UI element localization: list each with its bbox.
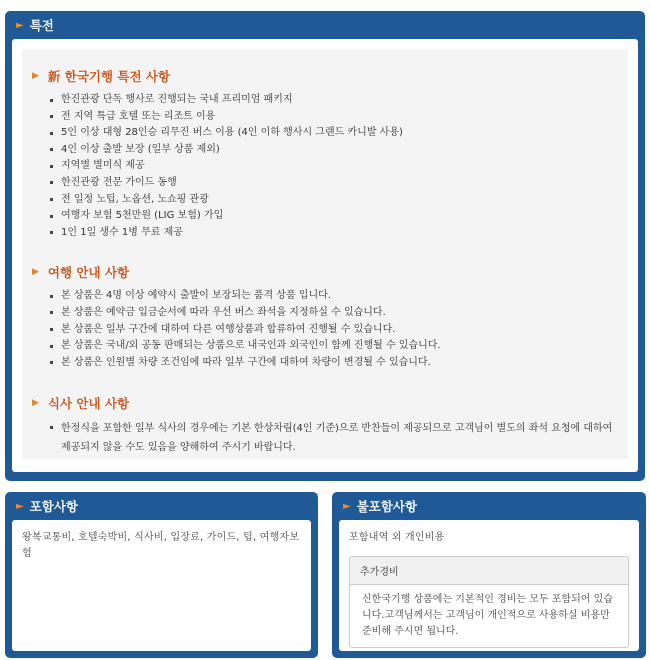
benefits-content xyxy=(22,49,628,459)
meal-info-section xyxy=(32,394,628,457)
list-item: 한진관광 단독 행사로 진행되는 국내 프리미엄 패키지 xyxy=(50,92,628,109)
list-item: 한진관광 전문 가이드 동행 xyxy=(50,175,628,192)
travel-info-section xyxy=(32,263,628,371)
section-heading xyxy=(32,67,628,85)
benefits-body xyxy=(12,39,638,472)
section-title: 식사 안내 사항 xyxy=(47,396,130,412)
excluded-title: 불포함사항 xyxy=(356,499,418,514)
chevron-right-icon: ► xyxy=(343,500,351,512)
extra-cost-text: 신한국기행 상품에는 기본적인 경비는 모두 포함되어 있습니다.고객님께서는 고객님이 개인적으로 사용하실 비용만 준비해 주시면 됩니다. xyxy=(362,594,613,637)
chevron-right-icon: ► xyxy=(16,19,24,31)
triangle-right-icon: ▶ xyxy=(32,398,39,409)
benefit-list xyxy=(32,92,628,241)
list-item: 본 상품은 예약금 입금순서에 따라 우선 버스 좌석을 지정하실 수 있습니다. xyxy=(50,305,628,322)
benefits-panel xyxy=(5,11,645,481)
list-item: 본 상품은 국내/외 공동 판매되는 상품으로 내국인과 외국인이 함께 진행될 수 있습니다. xyxy=(50,338,628,355)
extra-cost-title: 추가경비 xyxy=(350,557,628,585)
benefits-header xyxy=(12,11,638,39)
meal-info-list xyxy=(32,419,628,457)
included-title: 포함사항 xyxy=(29,499,79,514)
travel-info-list xyxy=(32,288,628,371)
section-heading xyxy=(32,394,628,412)
excluded-header xyxy=(339,492,639,520)
list-item: 본 상품은 일부 구간에 대하여 다른 여행상품과 합류하여 진행될 수 있습니다. xyxy=(50,322,628,339)
chevron-right-icon: ► xyxy=(16,500,24,512)
special-benefits-section xyxy=(32,67,628,241)
extra-cost-box xyxy=(349,556,629,648)
included-header xyxy=(12,492,311,520)
list-item: 전 지역 특급 호텔 또는 리조트 이용 xyxy=(50,109,628,126)
list-item: 전 일정 노팁, 노옵션, 노쇼핑 관광 xyxy=(50,192,628,209)
list-item: 5인 이상 대형 28인승 리무진 버스 이용 (4인 이하 행사시 그랜드 카니발 사용) xyxy=(50,125,628,142)
list-item: 본 상품은 4명 이상 예약시 출발이 보장되는 품격 상품 입니다. xyxy=(50,288,628,305)
benefits-title: 특전 xyxy=(29,18,54,33)
included-body xyxy=(12,520,311,651)
included-text: 왕복교통비, 호텔숙박비, 식사비, 입장료, 가이드, 팁, 여행자보험 xyxy=(22,532,300,559)
list-item: 본 상품은 인원별 차량 조건임에 따라 일부 구간에 대하여 차량이 변경될 수 있습니다. xyxy=(50,355,628,372)
excluded-body xyxy=(339,520,639,651)
triangle-right-icon: ▶ xyxy=(32,71,39,81)
section-title: 여행 안내 사항 xyxy=(47,265,130,281)
excluded-text: 포함내역 외 개인비용 xyxy=(349,532,445,543)
list-item: 4인 이상 출발 보장 (일부 상품 제외) xyxy=(50,142,628,159)
list-item: 한정식을 포함한 일부 식사의 경우에는 기본 한상차림(4인 기준)으로 반찬들이 제공되므로 고객님이 별도의 좌석 요청에 대하여 xyxy=(50,419,628,438)
section-heading xyxy=(32,263,628,281)
list-item: 1인 1일 생수 1병 무료 제공 xyxy=(50,225,628,242)
list-item-continuation: 제공되지 않을 수도 있음을 양해하여 주시기 바랍니다. xyxy=(61,442,296,454)
included-panel xyxy=(5,492,318,658)
section-title: 新 한국기행 특전 사항 xyxy=(47,69,171,84)
excluded-panel xyxy=(332,492,646,658)
list-item: 지역별 별미식 제공 xyxy=(50,158,628,175)
triangle-right-icon: ▶ xyxy=(32,267,39,278)
list-item: 여행자 보험 5천만원 (LIG 보험) 가입 xyxy=(50,208,628,225)
